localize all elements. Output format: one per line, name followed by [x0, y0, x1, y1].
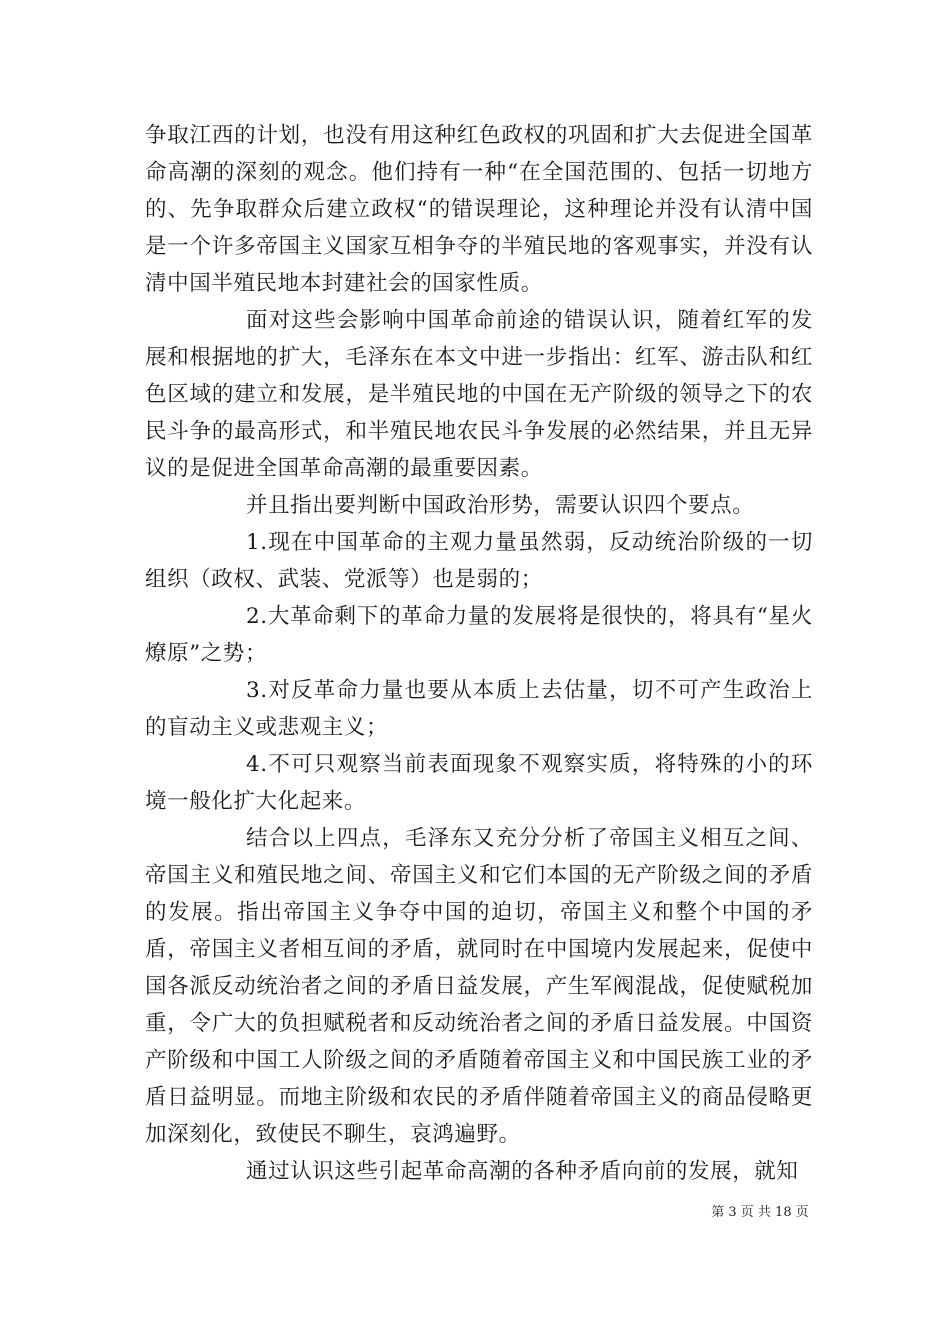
- list-item-4: 4.不可只观察当前表面现象不观察实质，将特殊的小的环境一般化扩大化起来。: [145, 752, 813, 814]
- paragraph-2: 面对这些会影响中国革命前途的错误认识，随着红军的发展和根据地的扩大，毛泽东在本文中进一步指出：红军、游击队和红色区域的建立和发展，是半殖民地的中国在无产阶级的领导之下的农民斗争的最高形式，和半殖民地农民斗争发展的必然结果，并且无异议的是促进全国革命高潮的最重要因素。: [145, 308, 813, 481]
- list-item-3: 3.对反革命力量也要从本质上去估量，切不可产生政治上的盲动主义或悲观主义；: [145, 678, 813, 740]
- page-footer: [0, 1201, 950, 1220]
- paragraph-1: 争取江西的计划，也没有用这种红色政权的巩固和扩大去促进全国革命高潮的深刻的观念。他们持有一种“在全国范围的、包括一切地方的、先争取群众后建立政权“的错误理论，这种理论并没有认清中国是一个许多帝国主义国家互相争夺的半殖民地的客观事实，并没有认清中国半殖民地本封建社会的国家性质。: [145, 123, 813, 296]
- document-body: [145, 117, 813, 1190]
- list-item-2: 2.大革命剩下的革命力量的发展将是很快的，将具有“星火燎原”之势；: [145, 604, 813, 666]
- paragraph-4: 结合以上四点，毛泽东又充分分析了帝国主义相互之间、帝国主义和殖民地之间、帝国主义和它们本国的无产阶级之间的矛盾的发展。指出帝国主义争夺中国的迫切，帝国主义和整个中国的矛盾，帝国主义者相互间的矛盾，就同时在中国境内发展起来，促使中国各派反动统治者之间的矛盾日益发展，产生军阀混战，促使赋税加重，令广大的负担赋税者和反动统治者之间的矛盾日益发展。中国资产阶级和中国工人阶级之间的矛盾随着帝国主义和中国民族工业的矛盾日益明显。而地主阶级和农民的矛盾伴随着帝国主义的商品侵略更加深刻化，致使民不聊生，哀鸿遍野。: [145, 826, 813, 1147]
- paragraph-3: 并且指出要判断中国政治形势，需要认识四个要点。: [246, 493, 755, 518]
- list-item-1: 1.现在中国革命的主观力量虽然弱，反动统治阶级的一切组织（政权、武装、党派等）也是弱的；: [145, 530, 813, 592]
- page-number: 第 3 页 共 18 页: [711, 1205, 809, 1220]
- paragraph-5: 通过认识这些引起革命高潮的各种矛盾向前的发展，就知: [246, 1159, 799, 1184]
